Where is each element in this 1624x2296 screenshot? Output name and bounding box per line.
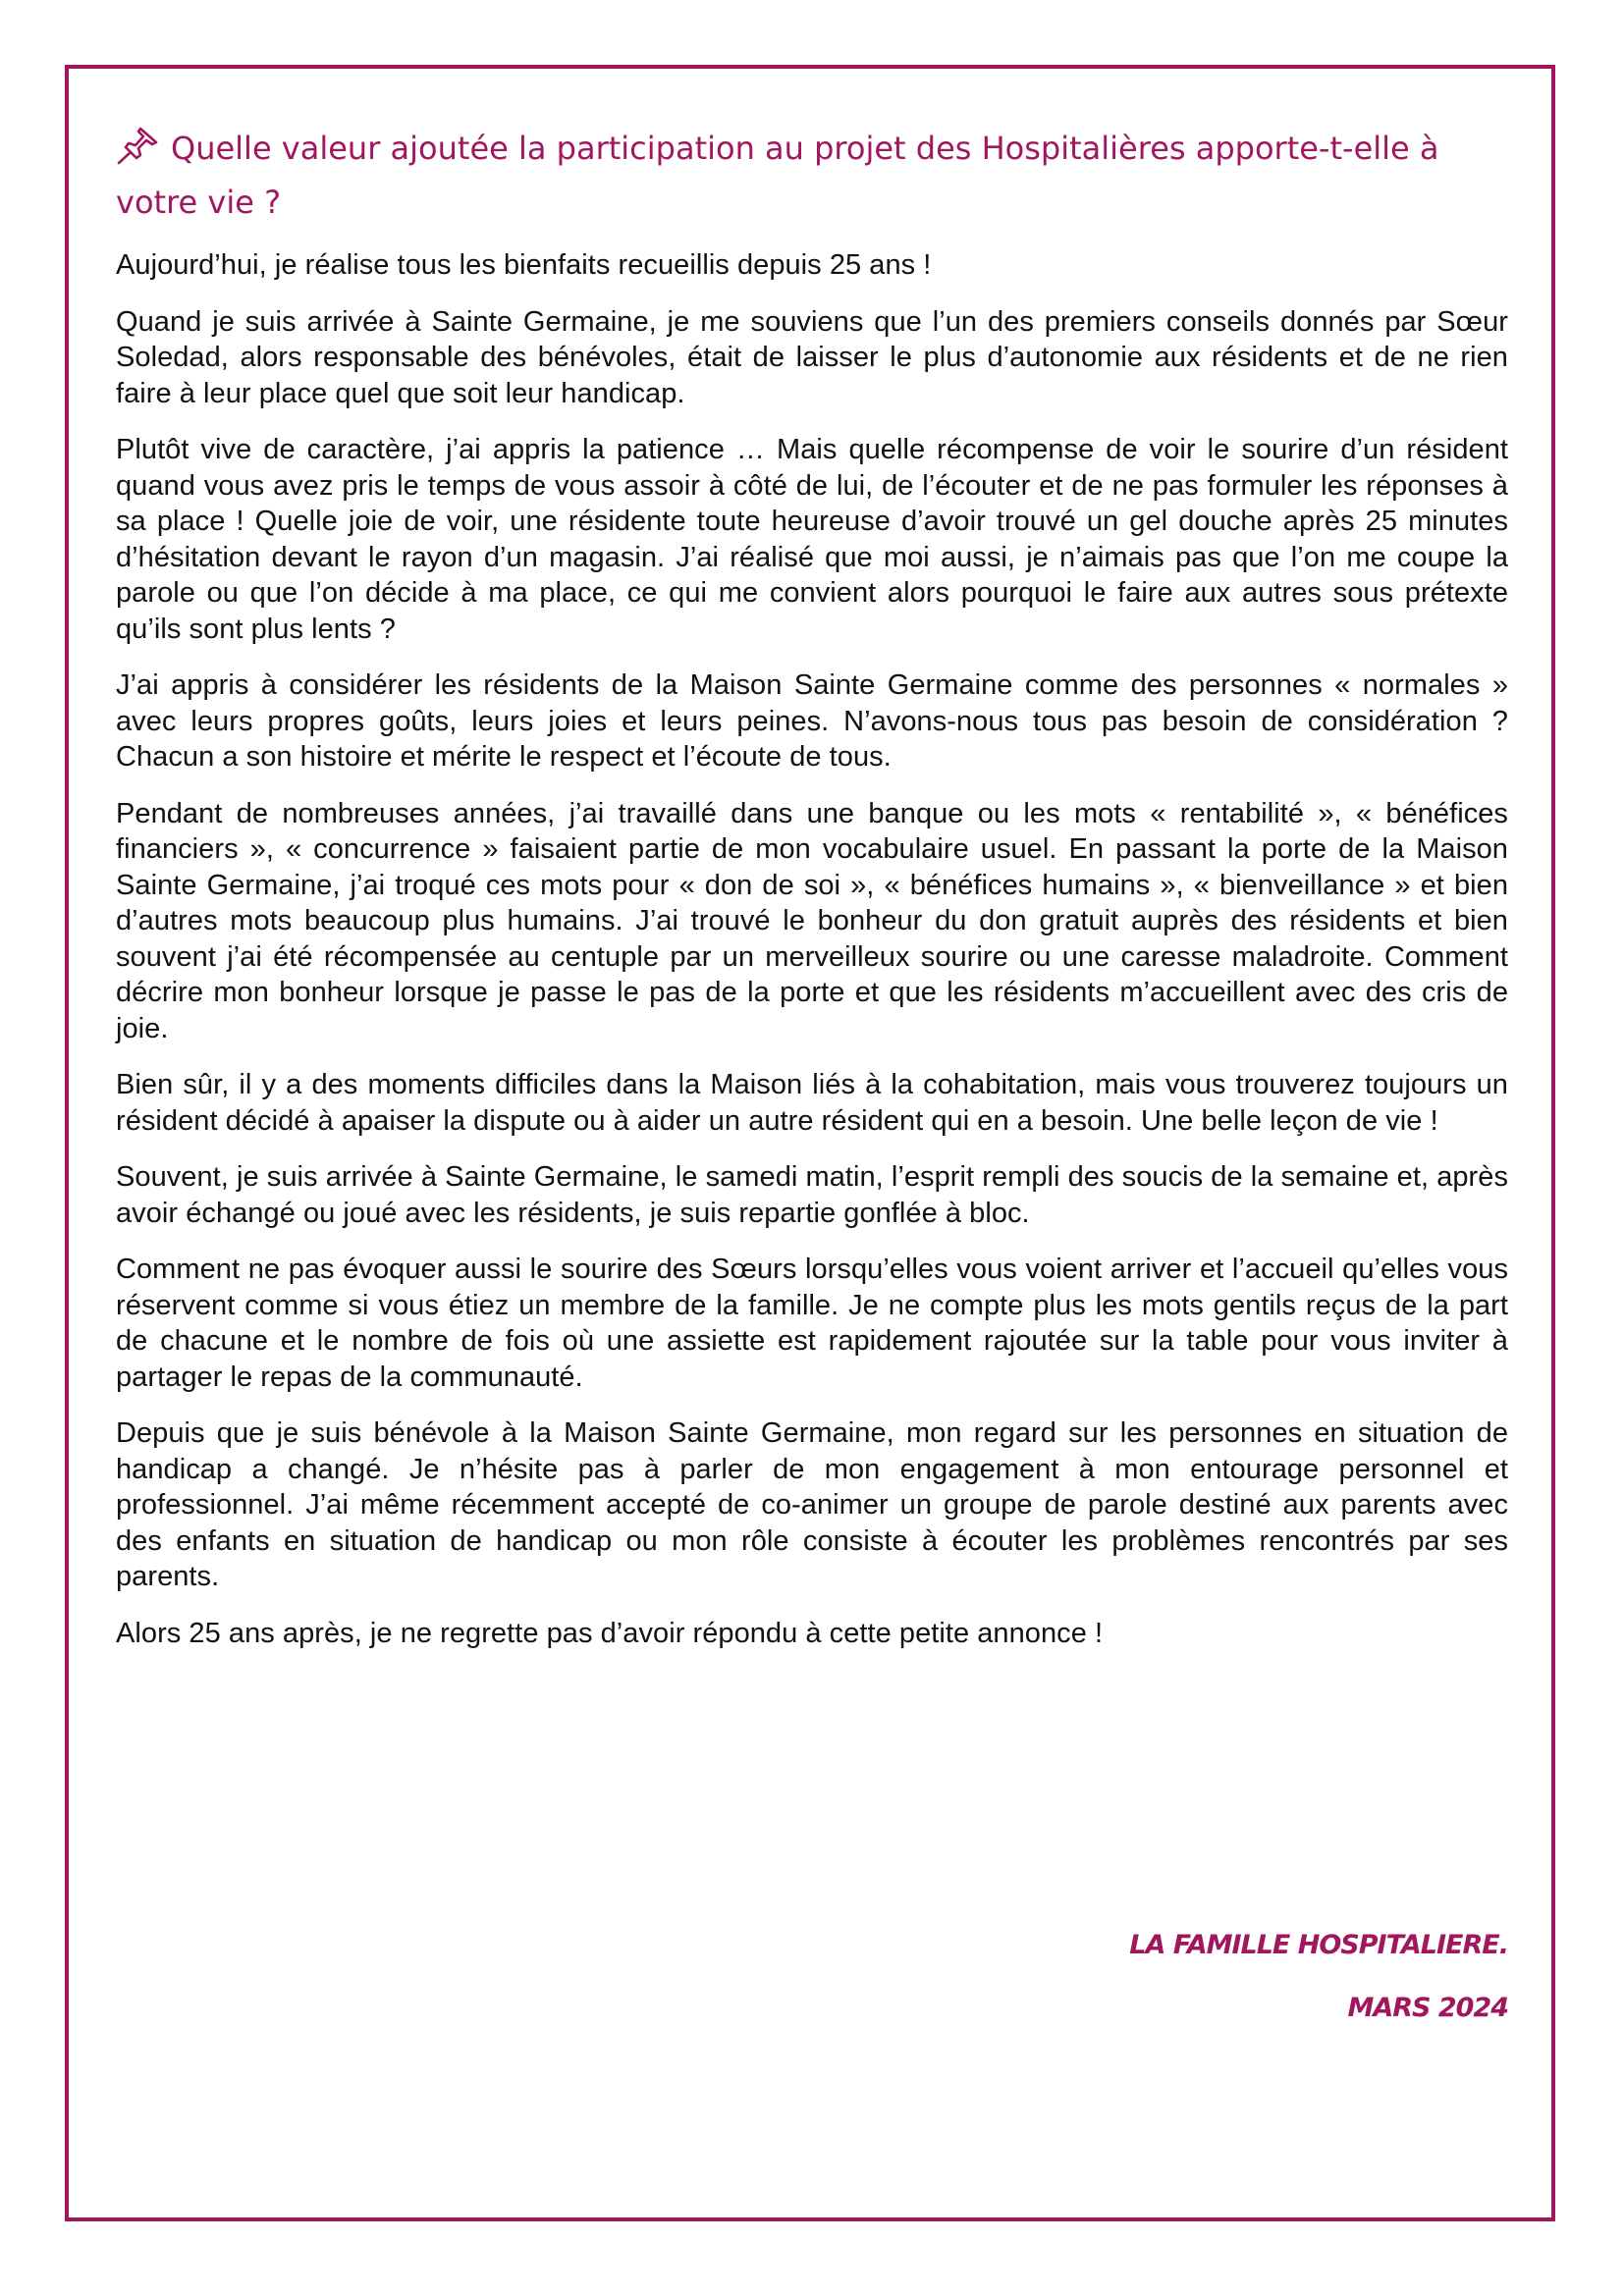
signature-date: MARS 2024 bbox=[1347, 1993, 1508, 2023]
article-body bbox=[116, 247, 1508, 1672]
pushpin-icon bbox=[116, 126, 159, 165]
paragraph: Plutôt vive de caractère, j’ai appris la patience … Mais quelle récompense de voir le sourire d’un résident quand vous avez pris le temps de vous assoir à côté de lui, de l’écouter et de ne pas formuler les réponses à sa place ! Quelle joie de voir, une résidente toute heureuse d’avoir trouvé un gel douche après 25 minutes d’hésitation devant le rayon d’un magasin. J’ai réalisé que moi aussi, je n’aimais pas que l’on me coupe la parole ou que l’on décide à ma place, ce qui me convient alors pourquoi le faire aux autres sous prétexte qu’ils sont plus lents ? bbox=[116, 434, 1508, 645]
paragraph: Bien sûr, il y a des moments difficiles dans la Maison liés à la cohabitation, mais vous trouverez toujours un résident décidé à apaiser la dispute ou à aider un autre résident qui en a besoin. Une belle leçon de vie ! bbox=[116, 1069, 1508, 1137]
question-heading-text: Quelle valeur ajoutée la participation au projet des Hospitalières apporte-t-elle à votre vie ? bbox=[116, 130, 1439, 221]
paragraph: Aujourd’hui, je réalise tous les bienfaits recueillis depuis 25 ans ! bbox=[116, 249, 932, 281]
question-heading bbox=[116, 122, 1510, 230]
paragraph: Comment ne pas évoquer aussi le sourire des Sœurs lorsqu’elles vous voient arriver et l’accueil qu’elles vous réservent comme si vous étiez un membre de la famille. Je ne compte plus les mots gentils reçus de la part de chacune et le nombre de fois où une assiette est rapidement rajoutée sur la table pour vous inviter à partager le repas de la communauté. bbox=[116, 1254, 1508, 1393]
signature-block bbox=[1129, 1926, 1508, 2052]
paragraph: Pendant de nombreuses années, j’ai travaillé dans une banque ou les mots « rentabilité », « bénéfices financiers », « concurrence » faisaient partie de mon vocabulaire usuel. En passant la porte de la Maison Sainte Germaine, j’ai troqué ces mots pour « don de soi », « bénéfices humains », « bienveillance » et bien d’autres mots beaucoup plus humains. J’ai trouvé le bonheur du don gratuit auprès des résidents et bien souvent j’ai été récompensée au centuple par un merveilleux sourire ou une caresse maladroite. Comment décrire mon bonheur lorsque je passe le pas de la porte et que les résidents m’accueillent avec des cris de joie. bbox=[116, 797, 1508, 1044]
signature-author: LA FAMILLE HOSPITALIERE. bbox=[1129, 1930, 1508, 1960]
paragraph: Depuis que je suis bénévole à la Maison Sainte Germaine, mon regard sur les personnes en situation de handicap a changé. Je n’hésite pas à parler de mon engagement à mon entourage personnel et professionnel. J’ai même récemment accepté de co-animer un groupe de parole destiné aux parents avec des enfants en situation de handicap ou mon rôle consiste à écouter les problèmes rencontrés par ses parents. bbox=[116, 1417, 1508, 1592]
paragraph: Quand je suis arrivée à Sainte Germaine, je me souviens que l’un des premiers conseils donnés par Sœur Soledad, alors responsable des bénévoles, était de laisser le plus d’autonomie aux résidents et de ne rien faire à leur place quel que soit leur handicap. bbox=[116, 305, 1508, 409]
paragraph: Souvent, je suis arrivée à Sainte Germaine, le samedi matin, l’esprit rempli des soucis de la semaine et, après avoir échangé ou joué avec les résidents, je suis repartie gonflée à bloc. bbox=[116, 1161, 1508, 1229]
paragraph: Alors 25 ans après, je ne regrette pas d’avoir répondu à cette petite annonce ! bbox=[116, 1617, 1104, 1649]
paragraph: J’ai appris à considérer les résidents de la Maison Sainte Germaine comme des personnes « normales » avec leurs propres goûts, leurs joies et leurs peines. N’avons-nous tous pas besoin de considération ? Chacun a son histoire et mérite le respect et l’écoute de tous. bbox=[116, 669, 1508, 773]
